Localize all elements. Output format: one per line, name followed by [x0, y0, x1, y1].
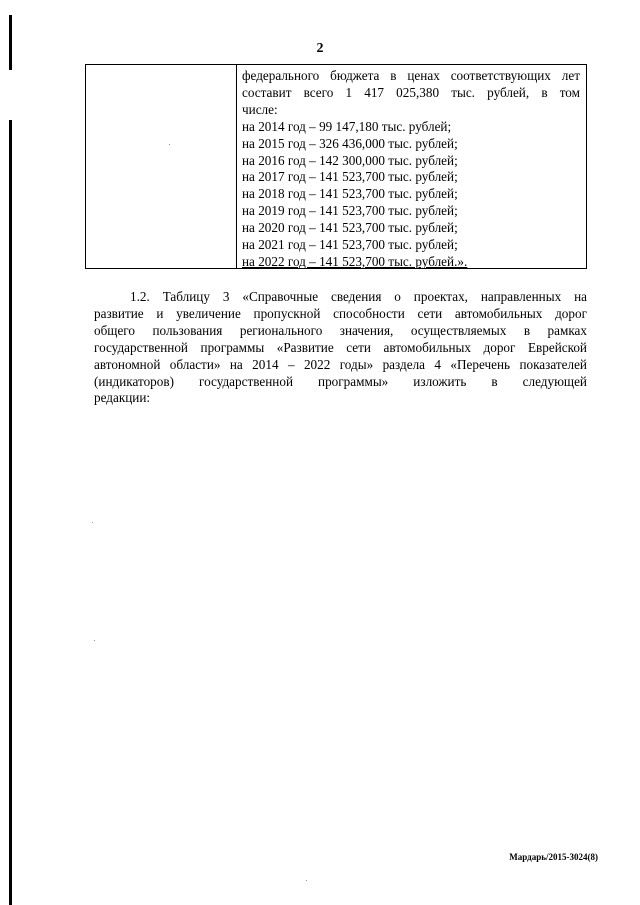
year-amount-line: на 2016 год – 142 300,000 тыс. рублей; [242, 152, 458, 168]
year-amount-line: на 2014 год – 99 147,180 тыс. рублей; [242, 118, 452, 134]
scan-speck [306, 880, 307, 881]
funding-table [85, 64, 587, 269]
scan-speck [94, 640, 95, 641]
scan-edge-mark [9, 120, 12, 905]
paragraph-line: (индикаторов) государственной программы» изложить в следующей [94, 373, 587, 389]
table-text-line: составит всего 1 417 025,380 тыс. рублей, в том [242, 84, 580, 100]
table-left-cell [86, 65, 237, 268]
paragraph-line: общего пользования регионального значения, осуществляемых в рамках [94, 322, 587, 338]
table-text-line: числе: [242, 101, 278, 117]
table-text-line: федерального бюджета в ценах соответствующих лет [242, 68, 580, 83]
amendment-paragraph [94, 289, 587, 407]
year-amount-line: на 2020 год – 141 523,700 тыс. рублей; [242, 220, 458, 236]
scan-speck [169, 144, 170, 145]
year-amount-line: на 2018 год – 141 523,700 тыс. рублей; [242, 186, 458, 202]
year-amount-line: на 2017 год – 141 523,700 тыс. рублей; [242, 169, 458, 185]
paragraph-line: государственной программы «Развитие сети автомобильных дорог Еврейской [94, 339, 587, 355]
table-right-cell [237, 65, 586, 268]
paragraph-line: 1.2. Таблицу 3 «Справочные сведения о проектах, направленных на [130, 289, 587, 304]
page-number: 2 [316, 41, 324, 56]
year-amount-line: на 2015 год – 326 436,000 тыс. рублей; [242, 135, 458, 151]
paragraph-line: редакции: [94, 390, 151, 406]
scan-speck [92, 522, 93, 523]
paragraph-line: развитие и увеличение пропускной способности сети автомобильных дорог [94, 305, 587, 321]
paragraph-line: автономной области» на 2014 – 2022 годы» раздела 4 «Перечень показателей [94, 356, 587, 372]
year-amount-line: на 2022 год – 141 523,700 тыс. рублей.». [242, 253, 468, 269]
year-amount-line: на 2021 год – 141 523,700 тыс. рублей; [242, 237, 458, 253]
document-code: Мардарь/2015-3024(8) [509, 852, 598, 862]
year-amount-line: на 2019 год – 141 523,700 тыс. рублей; [242, 203, 458, 219]
